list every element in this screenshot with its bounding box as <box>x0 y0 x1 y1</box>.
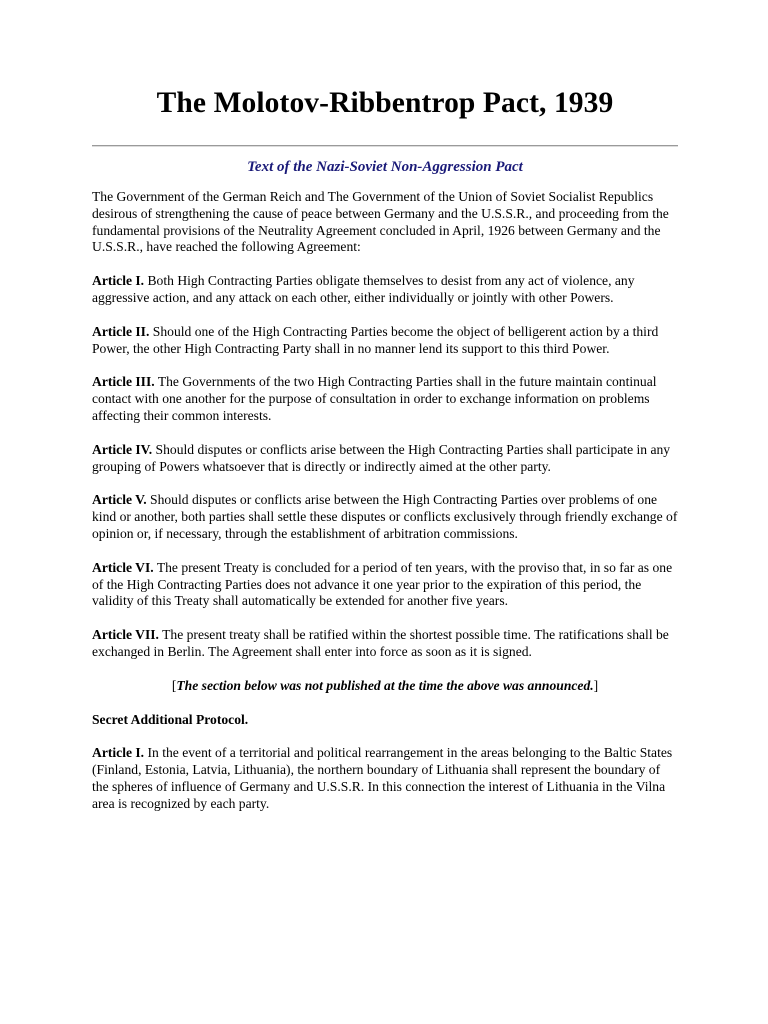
article-label: Article II. <box>92 323 150 339</box>
article-label: Article V. <box>92 492 147 508</box>
article-label: Article III. <box>92 374 155 390</box>
article-1-paragraph <box>92 273 678 307</box>
article-label: Article VI. <box>92 559 154 575</box>
article-5-paragraph <box>92 492 678 542</box>
article-label: Article I. <box>92 745 145 761</box>
protocol-heading: Secret Additional Protocol. <box>92 711 249 727</box>
article-7-paragraph <box>92 627 678 661</box>
article-6-paragraph <box>92 560 678 610</box>
document-subtitle: Text of the Nazi-Soviet Non-Aggression Pact <box>247 159 523 175</box>
document-page <box>92 84 678 813</box>
article-label: Article IV. <box>92 441 153 457</box>
article-text: The present treaty shall be ratified within the shortest possible time. The ratifications shall be exchanged in Berlin. The Agreement shall enter into force as soon as it is signed. <box>92 627 669 659</box>
article-label: Article VII. <box>92 627 159 643</box>
article-text: The present Treaty is concluded for a period of ten years, with the proviso that, in so far as one of the High Contracting Parties does not advance it one year prior to the expiration of this period, the validity of this Treaty shall automatically be extended for another five years. <box>92 559 673 609</box>
article-label: Article I. <box>92 273 145 289</box>
title-divider <box>92 145 678 147</box>
article-text: In the event of a territorial and political rearrangement in the areas belonging to the Baltic States (Finland, Estonia, Latvia, Lithuania), the northern boundary of Lithuania shall represent the boundary of the spheres of influence of Germany and U.S.S.R. In this connection the interest of Lithuania in the Vilna area is recognized by each party. <box>92 745 673 811</box>
article-text: Should disputes or conflicts arise between the High Contracting Parties over problems of one kind or another, both parties shall settle these disputes or conflicts exclusively through friendly exchange of opinion or, if necessary, through the establishment of arbitration commissions. <box>92 492 678 541</box>
note-bracket-close: ] <box>593 677 599 693</box>
editorial-note <box>92 678 678 695</box>
intro-paragraph: The Government of the German Reich and The Government of the Union of Soviet Socialist Republics desirous of strengthening the cause of peace between Germany and the U.S.S.R., and proceeding from the fundamental provisions of the Neutrality Agreement concluded in April, 1926 between Germany and the U.S.S.R., have reached the following Agreement: <box>92 189 669 255</box>
article-3-paragraph <box>92 374 678 424</box>
article-2-paragraph <box>92 324 678 358</box>
article-text: Should one of the High Contracting Parties become the object of belligerent action by a third Power, the other High Contracting Party shall in no manner lend its support to this third Power. <box>92 323 659 356</box>
note-bracket-open: [ <box>171 677 177 693</box>
article-4-paragraph <box>92 442 678 476</box>
protocol-article-1-paragraph <box>92 745 678 812</box>
article-text: Should disputes or conflicts arise between the High Contracting Parties shall participate in any grouping of Powers whatsoever that is directly or indirectly aimed at the other party. <box>92 441 671 474</box>
article-text: The Governments of the two High Contracting Parties shall in the future maintain continual contact with one another for the purpose of consultation in order to exchange information on problems affecting their common interests. <box>92 374 657 423</box>
article-text: Both High Contracting Parties obligate themselves to desist from any act of violence, any aggressive action, and any attack on each other, either individually or jointly with other Powers. <box>92 273 635 305</box>
page-title: The Molotov-Ribbentrop Pact, 1939 <box>156 87 614 119</box>
note-text: The section below was not published at the time the above was announced. <box>176 677 594 693</box>
